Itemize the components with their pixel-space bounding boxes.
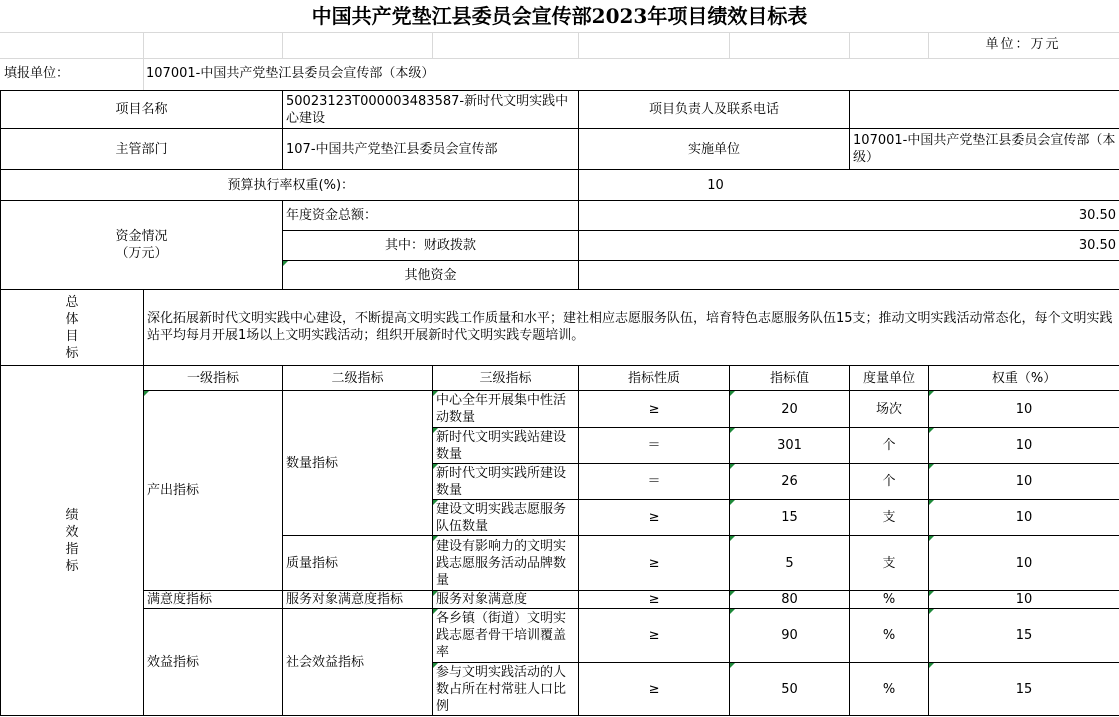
header-level1: 一级指标 [144, 366, 283, 391]
indicator-unit: 个 [850, 464, 929, 500]
indicator-nature: ＝ [579, 464, 730, 500]
indicator-name: 各乡镇（街道）文明实践志愿者骨干培训覆盖率 [433, 609, 579, 663]
group-social-benefit: 社会效益指标 [283, 609, 433, 716]
indicator-nature: ≥ [579, 591, 730, 609]
indicator-unit: 个 [850, 428, 929, 464]
goal-label-char: 体 [65, 311, 79, 327]
indicator-value: 50 [730, 663, 850, 716]
goal-label-char: 目 [65, 328, 79, 344]
group-quality: 质量指标 [283, 536, 433, 591]
indicators-label-char: 效 [65, 524, 79, 540]
dept-value: 107-中国共产党垫江县委员会宣传部 [283, 129, 579, 170]
header-weight: 权重（%） [929, 366, 1119, 391]
indicator-weight: 10 [929, 536, 1119, 591]
indicator-weight: 15 [929, 609, 1119, 663]
indicators-label-char: 指 [65, 541, 79, 557]
indicators-label-char: 标 [65, 558, 79, 574]
header-value: 指标值 [730, 366, 850, 391]
group-satisfaction: 满意度指标 [144, 591, 283, 609]
table-row [1, 91, 1119, 129]
budget-weight-label: 预算执行率权重(%)： [1, 170, 579, 201]
indicator-value: 90 [730, 609, 850, 663]
indicator-unit: 支 [850, 500, 929, 536]
indicator-nature: ＝ [579, 428, 730, 464]
impl-value: 107001-中国共产党垫江县委员会宣传部（本级） [850, 129, 1119, 170]
grid-line [143, 32, 144, 58]
indicator-weight: 10 [929, 500, 1119, 536]
funds-label [1, 201, 283, 290]
project-name-value: 50023123T000003483587-新时代文明实践中心建设 [283, 91, 579, 129]
group-service-satisfaction: 服务对象满意度指标 [283, 591, 433, 609]
table-row [1, 201, 1119, 231]
table-row [1, 366, 1119, 391]
grid-line [849, 32, 850, 58]
header-level3: 三级指标 [433, 366, 579, 391]
indicator-weight: 10 [929, 591, 1119, 609]
funds-fiscal-label: 其中：财政拨款 [283, 231, 579, 261]
goal-label-char: 总 [65, 294, 79, 310]
group-benefit: 效益指标 [144, 609, 283, 716]
grid-line [729, 32, 730, 58]
funds-other-label: 其他资金 [283, 261, 579, 290]
indicator-value: 26 [730, 464, 850, 500]
impl-label: 实施单位 [579, 129, 850, 170]
performance-table [0, 90, 1119, 716]
funds-label-line1: 资金情况 [115, 229, 168, 244]
indicator-nature: ≥ [579, 500, 730, 536]
unit-label: 单位：万元 [985, 37, 1061, 52]
dept-label: 主管部门 [1, 129, 283, 170]
funds-label-line2: （万元） [115, 246, 168, 261]
indicator-unit: % [850, 663, 929, 716]
indicator-name: 建设文明实践志愿服务队伍数量 [433, 500, 579, 536]
indicator-unit: 场次 [850, 391, 929, 428]
indicator-nature: ≥ [579, 663, 730, 716]
indicator-value: 20 [730, 391, 850, 428]
funds-total-value: 30.50 [579, 201, 1119, 231]
indicator-name: 建设有影响力的文明实践志愿服务活动品牌数量 [433, 536, 579, 591]
indicator-weight: 10 [929, 391, 1119, 428]
indicator-unit: % [850, 591, 929, 609]
table-row [1, 170, 1119, 201]
filler-label: 填报单位： [4, 66, 70, 81]
goal-label [1, 290, 144, 366]
indicator-nature: ≥ [579, 536, 730, 591]
indicator-name: 参与文明实践活动的人数占所在村常驻人口比例 [433, 663, 579, 716]
grid-line [578, 32, 579, 58]
grid-line [282, 32, 283, 58]
table-row [1, 129, 1119, 170]
contact-label: 项目负责人及联系电话 [579, 91, 850, 129]
goal-text: 深化拓展新时代文明实践中心建设，不断提高文明实践工作质量和水平；建社相应志愿服务队伍，培育特色志愿服务队伍15支；推动文明实践活动常态化，每个文明实践站平均每月开展1场以上文明实践活动；组织开展新时代文明实践专题培训。 [144, 290, 1119, 366]
project-name-label: 项目名称 [1, 91, 283, 129]
goal-label-char: 标 [65, 345, 79, 361]
funds-fiscal-value: 30.50 [579, 231, 1119, 261]
grid-line [143, 58, 144, 90]
contact-value [850, 91, 1119, 129]
indicator-name: 新时代文明实践所建设数量 [433, 464, 579, 500]
indicator-nature: ≥ [579, 391, 730, 428]
group-output: 产出指标 [144, 391, 283, 591]
indicator-value: 80 [730, 591, 850, 609]
indicator-nature: ≥ [579, 609, 730, 663]
indicator-value: 15 [730, 500, 850, 536]
indicator-name: 服务对象满意度 [433, 591, 579, 609]
filler-value: 107001-中国共产党垫江县委员会宣传部（本级） [146, 66, 435, 81]
indicator-name: 中心全年开展集中性活动数量 [433, 391, 579, 428]
table-row [1, 591, 1119, 609]
indicator-weight: 15 [929, 663, 1119, 716]
indicator-unit: % [850, 609, 929, 663]
indicator-weight: 10 [929, 428, 1119, 464]
header-unit: 度量单位 [850, 366, 929, 391]
funds-total-label: 年度资金总额： [283, 201, 579, 231]
header-nature: 指标性质 [579, 366, 730, 391]
indicator-value: 5 [730, 536, 850, 591]
table-row [1, 609, 1119, 663]
group-quantity: 数量指标 [283, 391, 433, 536]
indicator-value: 301 [730, 428, 850, 464]
grid-line [432, 32, 433, 58]
table-row [1, 290, 1119, 366]
header-level2: 二级指标 [283, 366, 433, 391]
funds-other-value [579, 261, 1119, 290]
indicator-weight: 10 [929, 464, 1119, 500]
indicator-name: 新时代文明实践站建设数量 [433, 428, 579, 464]
table-row [1, 391, 1119, 428]
indicators-label-char: 绩 [65, 507, 79, 523]
page-title: 中国共产党垫江县委员会宣传部2023年项目绩效目标表 [311, 4, 808, 28]
budget-weight-value: 10 [579, 170, 1119, 201]
indicators-label [1, 366, 144, 716]
indicator-unit: 支 [850, 536, 929, 591]
